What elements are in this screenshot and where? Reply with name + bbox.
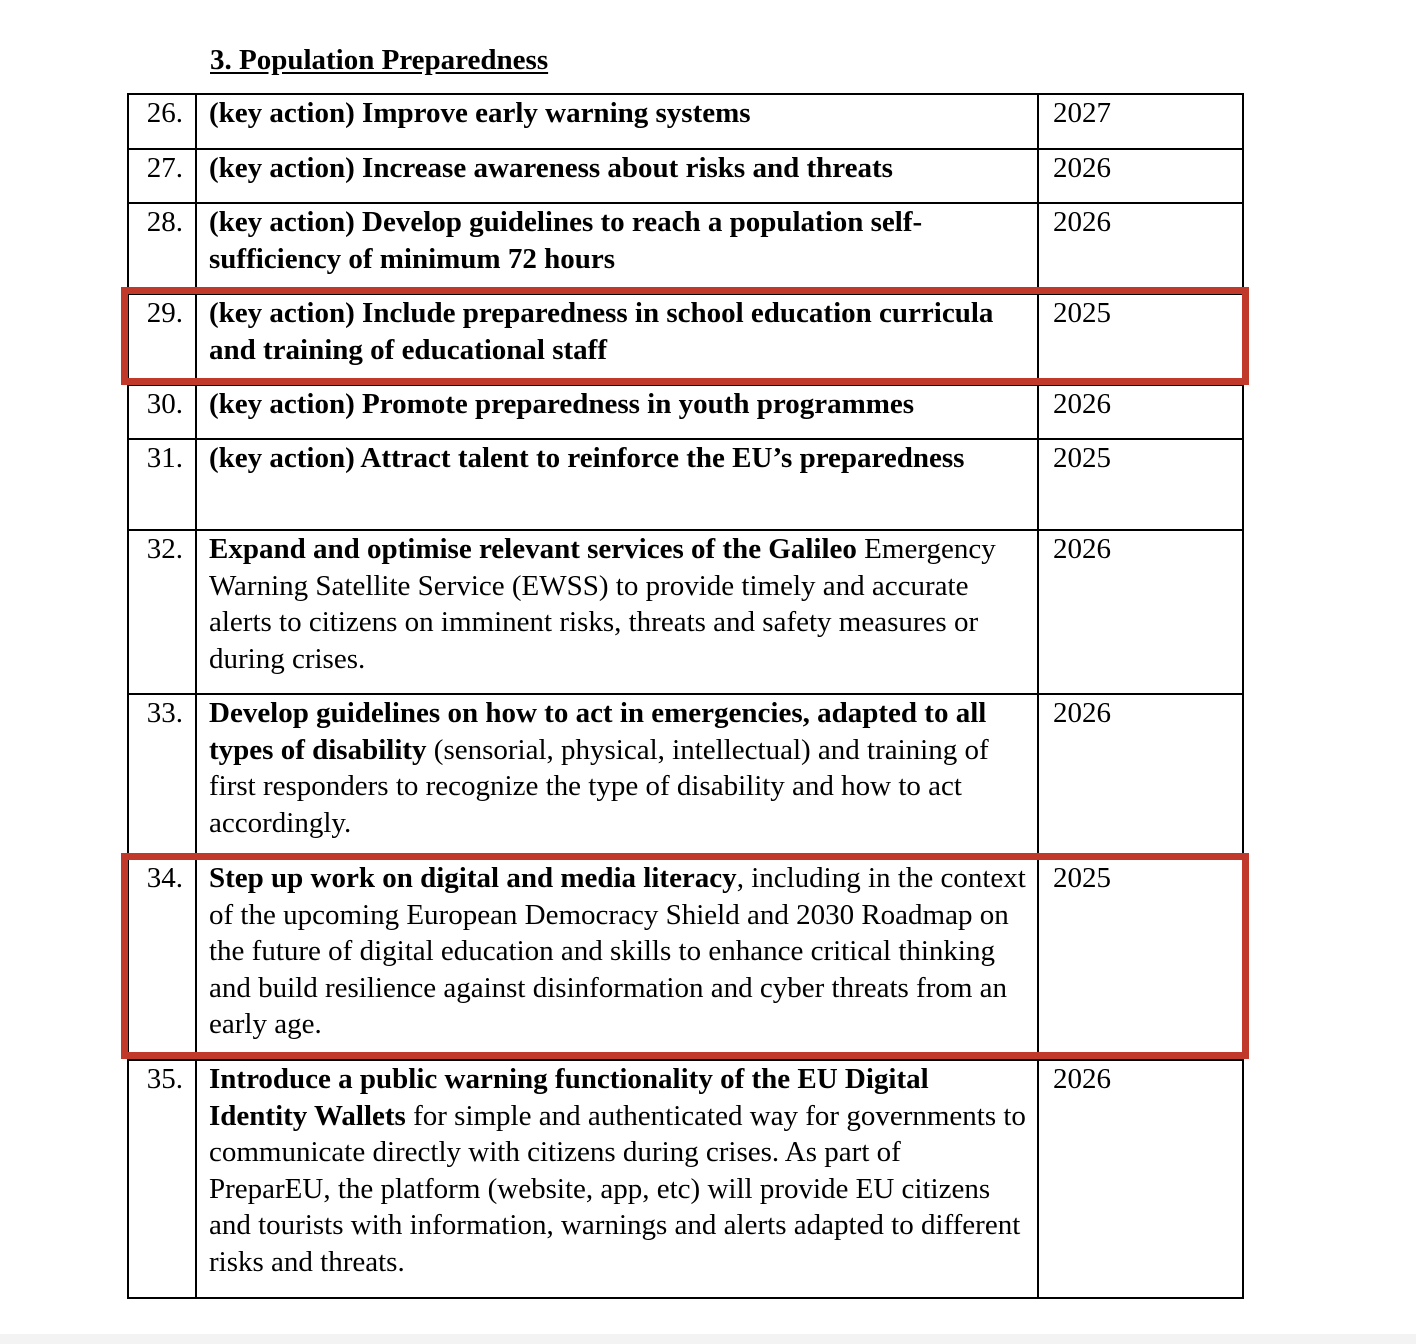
table-row — [128, 439, 1243, 530]
action-bold-text: (key action) Develop guidelines to reach a population self-sufficiency of minimum 72 hours — [209, 206, 923, 275]
action-bold-text: (key action) Include preparedness in school education curricula and training of educational staff — [209, 297, 994, 366]
target-year: 2026 — [1038, 694, 1243, 859]
table-row — [128, 694, 1243, 859]
section-heading: 3. Population Preparedness — [210, 44, 549, 76]
target-year: 2026 — [1038, 1060, 1243, 1298]
action-description — [196, 203, 1038, 294]
target-year: 2025 — [1038, 439, 1243, 530]
page-bottom-edge — [0, 1334, 1416, 1344]
action-description — [196, 385, 1038, 439]
table-row — [128, 385, 1243, 439]
target-year: 2025 — [1038, 859, 1243, 1060]
action-description — [196, 530, 1038, 694]
target-year: 2026 — [1038, 530, 1243, 694]
row-number: 26. — [128, 94, 196, 149]
action-description — [196, 294, 1038, 385]
action-description — [196, 859, 1038, 1060]
row-number: 28. — [128, 203, 196, 294]
action-plain-text: , including in the context of the upcoming European Democracy Shield and 2030 Roadmap on the future of digital education and skills to enhance critical thinking and build resilience against disinformation and cyber threats from an early age. — [209, 862, 1026, 1040]
action-description — [196, 149, 1038, 203]
table-row — [128, 149, 1243, 203]
table-row — [128, 530, 1243, 694]
row-number: 33. — [128, 694, 196, 859]
row-number: 29. — [128, 294, 196, 385]
action-description — [196, 94, 1038, 149]
action-bold-text: Develop guidelines on how to act in emergencies, adapted to all types of disability — [209, 697, 987, 766]
target-year: 2026 — [1038, 149, 1243, 203]
action-plain-text: (sensorial, physical, intellectual) and training of first responders to recognize the type of disability and how to act accordingly. — [209, 733, 989, 839]
target-year: 2025 — [1038, 294, 1243, 385]
table-row — [128, 859, 1243, 1060]
action-description — [196, 694, 1038, 859]
row-number: 35. — [128, 1060, 196, 1298]
row-number: 34. — [128, 859, 196, 1060]
action-bold-text: Step up work on digital and media literacy — [209, 862, 737, 894]
actions-table — [127, 93, 1244, 1299]
action-description — [196, 439, 1038, 530]
action-description — [196, 1060, 1038, 1298]
table-row — [128, 294, 1243, 385]
row-number: 30. — [128, 385, 196, 439]
action-bold-text: (key action) Attract talent to reinforce the EU’s preparedness — [209, 442, 965, 474]
target-year: 2026 — [1038, 385, 1243, 439]
row-number: 27. — [128, 149, 196, 203]
target-year: 2027 — [1038, 94, 1243, 149]
target-year: 2026 — [1038, 203, 1243, 294]
action-plain-text: for simple and authenticated way for governments to communicate directly with citizens during crises. As part of PreparEU, the platform (website, app, etc) will provide EU citizens and tourists with information, warnings and alerts adapted to different risks and threats. — [209, 1099, 1026, 1278]
action-bold-text: (key action) Promote preparedness in youth programmes — [209, 388, 915, 420]
action-bold-text: (key action) Increase awareness about risks and threats — [209, 152, 893, 184]
table-row — [128, 94, 1243, 149]
table-row — [128, 1060, 1243, 1298]
action-bold-text: Introduce a public warning functionality of the EU Digital Identity Wallets — [209, 1063, 929, 1132]
row-number: 31. — [128, 439, 196, 530]
row-number: 32. — [128, 530, 196, 694]
action-bold-text: Expand and optimise relevant services of the Galileo — [209, 533, 857, 565]
table-row — [128, 203, 1243, 294]
action-bold-text: (key action) Improve early warning systems — [209, 97, 751, 129]
action-plain-text: Emergency Warning Satellite Service (EWSS) to provide timely and accurate alerts to citizens on imminent risks, threats and safety measures or during crises. — [209, 533, 996, 675]
